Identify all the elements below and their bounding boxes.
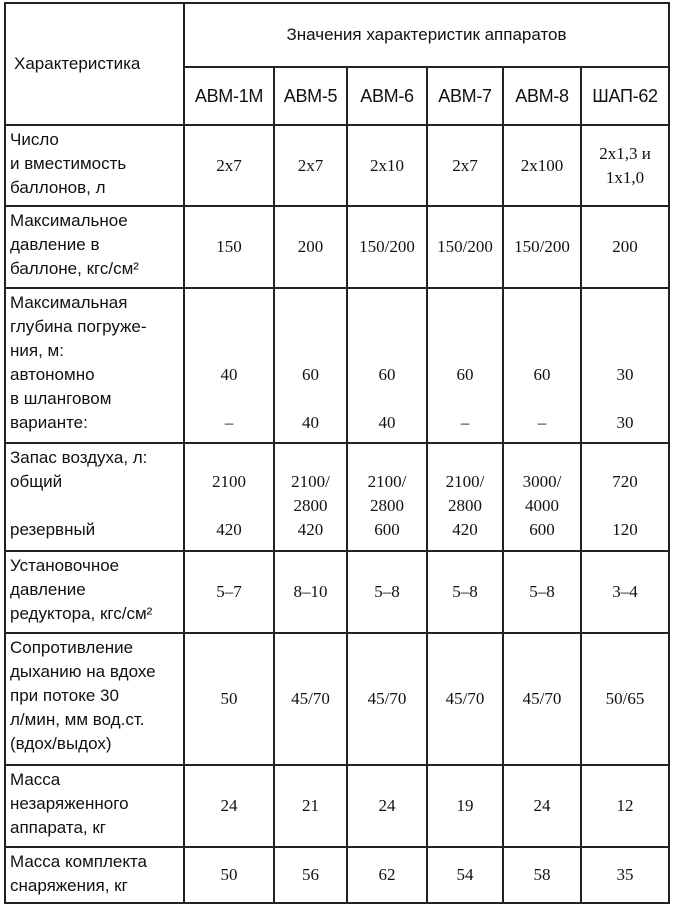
row-label: Установочное давление редуктора, кгс/см²	[5, 551, 184, 633]
row-label: Масса незаряженного аппарата, кг	[5, 765, 184, 847]
table-row	[5, 125, 669, 206]
table-cell: 40 –	[184, 288, 274, 443]
table-cell: 150/200	[503, 206, 581, 288]
table-cell: 54	[427, 847, 503, 903]
table-row	[5, 443, 669, 551]
apparatus-characteristics-table	[4, 2, 670, 904]
characteristic-header: Характеристика	[5, 3, 184, 125]
row-label: Максимальное давление в баллоне, кгс/см²	[5, 206, 184, 288]
table-cell: 200	[581, 206, 669, 288]
table-cell: 2x7	[184, 125, 274, 206]
table-cell: 720 120	[581, 443, 669, 551]
table-row	[5, 551, 669, 633]
table-cell: 50	[184, 633, 274, 765]
row-label: Число и вместимость баллонов, л	[5, 125, 184, 206]
table-cell: 24	[503, 765, 581, 847]
table-row	[5, 765, 669, 847]
model-header: ШАП-62	[581, 67, 669, 125]
table-cell: 45/70	[347, 633, 427, 765]
row-label: Масса комплекта снаряжения, кг	[5, 847, 184, 903]
table-cell: 60 40	[347, 288, 427, 443]
model-header: АВМ-7	[427, 67, 503, 125]
table-cell: 19	[427, 765, 503, 847]
table-cell: 62	[347, 847, 427, 903]
table-cell: 5–7	[184, 551, 274, 633]
table-cell: 8–10	[274, 551, 347, 633]
table-cell: 2x1,3 и 1x1,0	[581, 125, 669, 206]
table-cell: 60 40	[274, 288, 347, 443]
table-cell: 150	[184, 206, 274, 288]
table-cell: 2x100	[503, 125, 581, 206]
row-label: Сопротивление дыханию на вдохе при потоке 30 л/мин, мм вод.ст. (вдох/выдох)	[5, 633, 184, 765]
table-cell: 35	[581, 847, 669, 903]
table-cell: 12	[581, 765, 669, 847]
table-row	[5, 847, 669, 903]
table-cell: 30 30	[581, 288, 669, 443]
table-cell: 5–8	[427, 551, 503, 633]
table-cell: 5–8	[347, 551, 427, 633]
table-row	[5, 206, 669, 288]
table-cell: 3000/ 4000 600	[503, 443, 581, 551]
table-cell: 50/65	[581, 633, 669, 765]
table-cell: 2x10	[347, 125, 427, 206]
model-header: АВМ-8	[503, 67, 581, 125]
table-cell: 200	[274, 206, 347, 288]
table-cell: 24	[184, 765, 274, 847]
table-cell: 21	[274, 765, 347, 847]
table-cell: 58	[503, 847, 581, 903]
table-cell: 45/70	[427, 633, 503, 765]
table-cell: 2100/ 2800 600	[347, 443, 427, 551]
header-row	[5, 3, 669, 67]
table-cell: 2x7	[274, 125, 347, 206]
table-cell: 2x7	[427, 125, 503, 206]
table-cell: 2100/ 2800 420	[274, 443, 347, 551]
table-cell: 45/70	[503, 633, 581, 765]
row-label: Запас воздуха, л: общий резервный	[5, 443, 184, 551]
table-cell: 150/200	[427, 206, 503, 288]
table-cell: 56	[274, 847, 347, 903]
model-header: АВМ-6	[347, 67, 427, 125]
table-cell: 24	[347, 765, 427, 847]
table-cell: 2100 420	[184, 443, 274, 551]
table-cell: 45/70	[274, 633, 347, 765]
table-cell: 50	[184, 847, 274, 903]
table-cell: 60 –	[427, 288, 503, 443]
model-header: АВМ-1М	[184, 67, 274, 125]
table-row	[5, 288, 669, 443]
table-cell: 3–4	[581, 551, 669, 633]
table-cell: 150/200	[347, 206, 427, 288]
values-header: Значения характеристик аппаратов	[184, 3, 669, 67]
table-row	[5, 633, 669, 765]
model-header: АВМ-5	[274, 67, 347, 125]
table-cell: 5–8	[503, 551, 581, 633]
table-cell: 2100/ 2800 420	[427, 443, 503, 551]
row-label: Максимальная глубина погруже- ния, м: автономно в шланговом варианте:	[5, 288, 184, 443]
table-cell: 60 –	[503, 288, 581, 443]
